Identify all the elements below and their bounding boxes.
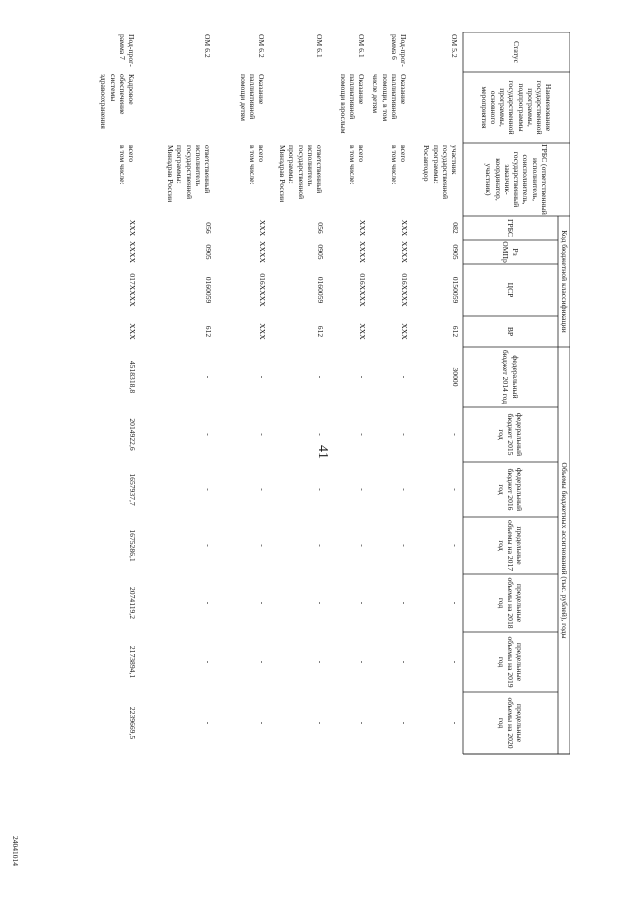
row-amount: 2239669,5 [128,706,137,740]
row-rz: ХХХХ [128,241,137,263]
row-vr: 612 [451,325,460,338]
row-amount: - [400,544,409,547]
row-grbs-code: ХХХ [258,219,267,237]
row-csr: 016ХХХХ [258,273,267,307]
row-name [140,72,213,143]
row-csr: 016ХХХХ [358,273,367,307]
row-grbs-line: в том числе: [389,145,399,185]
row-vr: ХХХ [358,323,367,340]
row-amount: - [258,721,267,725]
row-amount: - [400,601,409,605]
row-grbs-line: в том числе: [117,145,127,185]
row-amount: - [204,660,213,664]
row-rz: 0905 [316,244,325,260]
row-amount: - [451,660,460,664]
row-amount: 30000 [451,367,460,387]
row-grbs-line: всего [257,145,266,163]
header-year: федеральный бюджет 2015 год [496,412,525,457]
row-amount: - [316,544,325,547]
row-amount: - [400,660,409,664]
row-status: Под-прог-рамма 7 [117,34,136,67]
header-year: предельные объемы на 2017 год [496,519,525,572]
row-amount: - [400,721,409,725]
row-amount: - [400,488,409,491]
row-amount: - [358,601,367,605]
row-grbs [412,143,460,216]
header-grbs: ГРБС (ответственный исполнитель, соисполнитель, государственный заказчик-координатор, участник) [484,144,549,215]
row-vr: ХХХ [400,323,409,340]
row-amount: - [358,721,367,725]
row-amount: - [400,375,409,379]
row-rz: ХХХХ [258,241,267,263]
row-status: Под-прог-рамма 6 [389,34,408,67]
row-grbs-line: всего [127,145,136,163]
row-grbs-code: ХХХ [128,219,137,237]
header-year: федеральный бюджет 2016 год [496,467,525,512]
row-amount: - [451,601,460,605]
header-year: федеральный бюджет 2014 год [501,349,520,405]
row-name: Оказание паллиативной помощи взрослым [338,74,366,134]
header-grbs-code: ГРБС [506,219,516,237]
row-rz: ХХХХ [400,241,409,263]
row-amount: 2014922,6 [128,418,137,451]
row-status: ОМ 6.2 [203,34,212,58]
row-grbs-line: всего [399,145,408,163]
row-amount: 4518318,8 [128,360,137,394]
row-grbs-line: в том числе: [247,145,257,185]
row-amount: - [258,660,267,664]
row-grbs [270,143,325,216]
row-name: Оказание паллиативной помощи, в том числе детям [371,74,408,122]
row-amount: 1657937,7 [128,473,137,506]
row-vr: 612 [204,325,213,338]
header-status: Статус [512,41,522,63]
row-grbs [370,143,409,216]
row-amount: - [358,544,367,547]
row-rz: ХХХХ [358,241,367,263]
header-year: предельные объемы на 2020 год [496,697,525,749]
header-code-group: Код бюджетной классификации [559,230,569,333]
row-grbs-code: ХХХ [400,219,409,237]
row-amount: - [358,375,367,379]
header-vr: ВР [506,326,516,337]
row-amount: - [358,433,367,436]
row-status: ОМ 6.1 [357,34,366,58]
row-name: Оказание паллиативной помощи детям [238,74,266,121]
row-grbs-line: в том числе: [347,145,357,185]
row-vr: ХХХ [258,323,267,340]
row-amount: 2173894,1 [128,645,137,679]
row-amount: - [316,721,325,725]
row-grbs [216,143,267,216]
row-rz: 0905 [204,244,213,260]
row-csr: 017ХХХХ [128,273,137,307]
document-code: 24041014 [11,836,20,866]
header-year: предельные объемы на 2019 год [496,636,525,688]
row-grbs [140,143,213,216]
row-grbs-line: участник государственной программы: Росавтодор [422,145,459,200]
row-status: ОМ 6.1 [315,34,324,58]
header-rz: Рз ОМПр [501,241,520,263]
row-amount: - [204,488,213,491]
row-amount: - [400,433,409,436]
header-csr: ЦСР [506,282,516,298]
row-name [270,72,325,143]
row-grbs-line: ответственный исполнитель государственной программы: Минздрав России [278,145,324,203]
row-amount: - [204,375,213,379]
row-amount: - [451,544,460,547]
row-amount: - [258,488,267,491]
row-grbs-code: 056 [204,222,213,234]
row-amount: - [204,433,213,436]
row-amount: - [204,601,213,605]
row-amount: - [258,601,267,605]
row-grbs-code: ХХХ [358,219,367,237]
row-grbs-line: ответственный исполнитель государственной программы: Минздрав России [166,145,212,203]
row-amount: - [316,601,325,605]
row-grbs-code: 056 [316,222,325,234]
row-amount: - [358,660,367,664]
row-amount: - [204,721,213,725]
row-csr: 0160059 [316,276,325,304]
row-amount: 1675286,1 [128,529,137,562]
row-amount: - [451,721,460,725]
row-name [412,72,460,143]
row-amount: - [258,433,267,436]
row-grbs-code: 082 [451,222,460,234]
row-name: Кадровое обеспечение системы здравоохранения [99,74,136,129]
row-status: ОМ 5.2 [450,34,459,58]
row-amount: - [451,433,460,436]
row-amount: - [358,488,367,491]
row-amount: - [204,544,213,547]
header-year: предельные объемы на 2018 год [496,577,525,629]
row-amount: - [316,488,325,491]
row-vr: 612 [316,325,325,338]
page-number: 41 [315,445,330,459]
row-grbs [65,143,137,216]
row-amount: - [258,375,267,379]
row-grbs-line: всего [357,145,366,163]
header-amounts-group: Объемы бюджетных ассигнований (тыс. рублей), годы [559,462,569,639]
row-amount: - [316,433,325,436]
budget-table [65,32,570,852]
row-amount: - [451,488,460,491]
row-amount: 2074119,2 [128,587,137,619]
row-csr: 0150059 [451,276,460,304]
header-name: Наименование государственной программы, подпрограммы государственной программы, основного мероприятия [479,80,554,135]
row-amount: - [258,544,267,547]
row-rz: 0905 [451,244,460,260]
row-csr: 016ХХХХ [400,273,409,307]
row-grbs [328,143,367,216]
row-amount: - [316,375,325,379]
row-vr: ХХХ [128,323,137,340]
row-status: ОМ 6.2 [257,34,266,58]
row-amount: - [316,660,325,664]
row-csr: 0160059 [204,276,213,304]
